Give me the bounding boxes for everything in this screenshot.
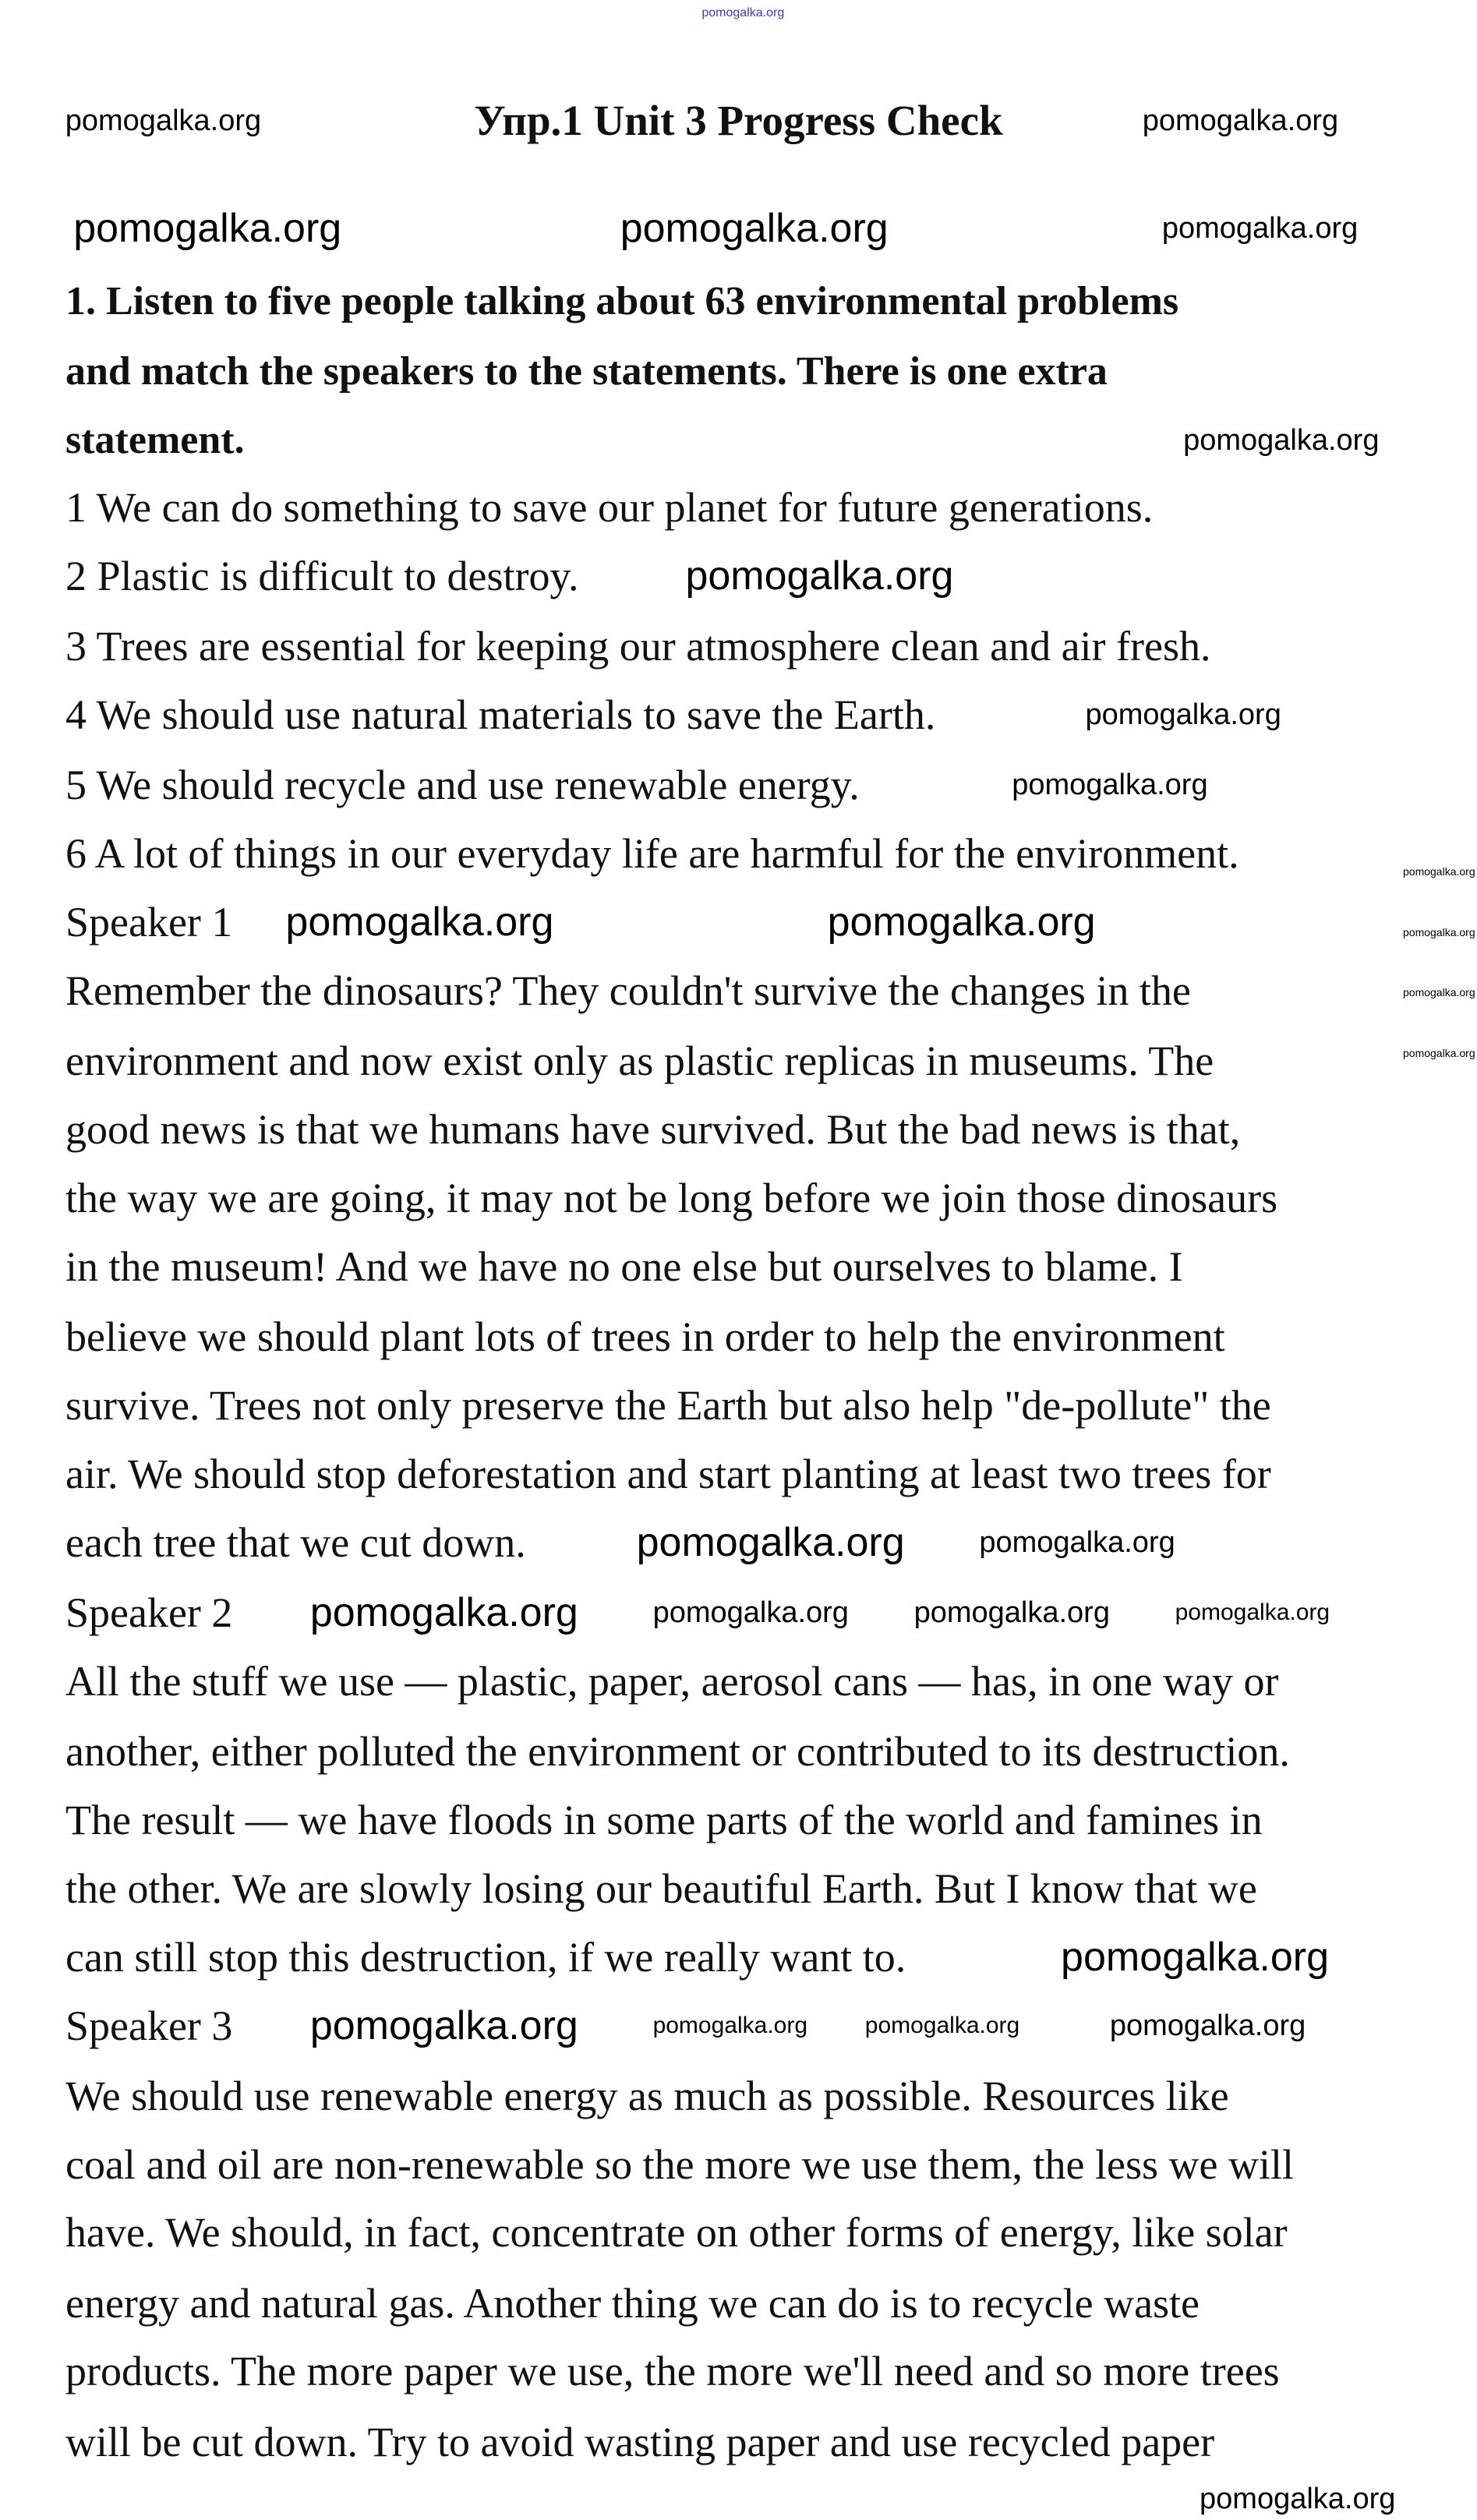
statement: 3 Trees are essential for keeping our atmosphere clean and air fresh. [65,623,1211,670]
watermark: pomogalka.org [1200,2482,1396,2515]
watermark: pomogalka.org [309,2002,578,2048]
transcript-line: will be cut down. Try to avoid wasting paper and use recycled paper [65,2418,1215,2465]
watermark: pomogalka.org [73,206,342,252]
transcript-line: have. We should, in fact, concentrate on other forms of energy, like solar [65,2209,1288,2257]
watermark: pomogalka.org [1403,925,1475,938]
statement: 4 We should use natural materials to save the Earth. [65,691,936,739]
transcript-line: environment and now exist only as plastic replicas in museums. The [65,1037,1214,1085]
watermark: pomogalka.org [1403,865,1475,878]
transcript-line: energy and natural gas. Another thing we can do is to recycle waste [65,2279,1200,2327]
watermark: pomogalka.org [913,1596,1110,1629]
watermark: pomogalka.org [827,899,1096,945]
watermark: pomogalka.org [1012,769,1208,802]
speaker-label: Speaker 1 [65,899,233,946]
watermark: pomogalka.org [701,5,785,19]
speaker-label: Speaker 3 [65,2002,233,2049]
watermark: pomogalka.org [620,206,889,252]
transcript-line: each tree that we cut down. [65,1518,526,1566]
watermark: pomogalka.org [1142,104,1339,137]
transcript-line: good news is that we humans have survived. But the bad news is that, [65,1105,1241,1153]
watermark: pomogalka.org [864,2012,1020,2038]
watermark: pomogalka.org [1403,986,1475,999]
watermark: pomogalka.org [1109,2009,1306,2042]
transcript-line: All the stuff we use — plastic, paper, aerosol cans — has, in one way or [65,1657,1279,1705]
transcript-line: the other. We are slowly losing our beautiful Earth. But I know that we [65,1864,1257,1912]
transcript-line: another, either polluted the environment or contributed to its destruction. [65,1727,1290,1775]
speaker-label: Speaker 2 [65,1589,233,1636]
watermark: pomogalka.org [979,1525,1175,1559]
transcript-line: in the museum! And we have no one else but ourselves to blame. I [65,1242,1183,1290]
watermark: pomogalka.org [65,104,262,137]
transcript-line: products. The more paper we use, the more we'll need and so more trees [65,2348,1280,2395]
page-title: Упр.1 Unit 3 Progress Check [474,96,1003,144]
instruction-line: 1. Listen to five people talking about 63 environmental problems [65,279,1179,324]
transcript-line: believe we should plant lots of trees in order to help the environment [65,1313,1225,1360]
watermark: pomogalka.org [652,2012,808,2038]
watermark: pomogalka.org [285,899,554,945]
watermark: pomogalka.org [685,553,954,599]
transcript-line: air. We should stop deforestation and start planting at least two trees for [65,1450,1271,1497]
watermark: pomogalka.org [636,1519,905,1565]
transcript-line: The result — we have floods in some parts of the world and famines in [65,1796,1263,1843]
instruction-line: and match the speakers to the statements. There is one extra [65,349,1108,394]
watermark: pomogalka.org [1183,424,1380,458]
statement: 1 We can do something to save our planet for future generations. [65,484,1154,532]
watermark: pomogalka.org [1085,698,1281,732]
watermark: pomogalka.org [1175,1599,1330,1625]
watermark: pomogalka.org [309,1589,578,1635]
watermark: pomogalka.org [1403,1046,1475,1059]
transcript-line: the way we are going, it may not be long before we join those dinosaurs [65,1174,1278,1221]
transcript-line: can still stop this destruction, if we really want to. [65,1933,906,1981]
transcript-line: coal and oil are non-renewable so the more we use them, the less we will [65,2140,1294,2188]
statement: 2 Plastic is difficult to destroy. [65,553,579,600]
watermark: pomogalka.org [1161,212,1359,246]
statement: 6 A lot of things in our everyday life are harmful for the environment. [65,830,1239,878]
statement: 5 We should recycle and use renewable energy. [65,762,860,809]
transcript-line: Remember the dinosaurs? They couldn't survive the changes in the [65,967,1191,1014]
watermark: pomogalka.org [1061,1934,1330,1980]
transcript-line: We should use renewable energy as much as possible. Resources like [65,2072,1229,2119]
transcript-line: survive. Trees not only preserve the Earth but also help "de-pollute" the [65,1381,1271,1429]
instruction-line: statement. [65,418,245,463]
watermark: pomogalka.org [652,1596,849,1629]
